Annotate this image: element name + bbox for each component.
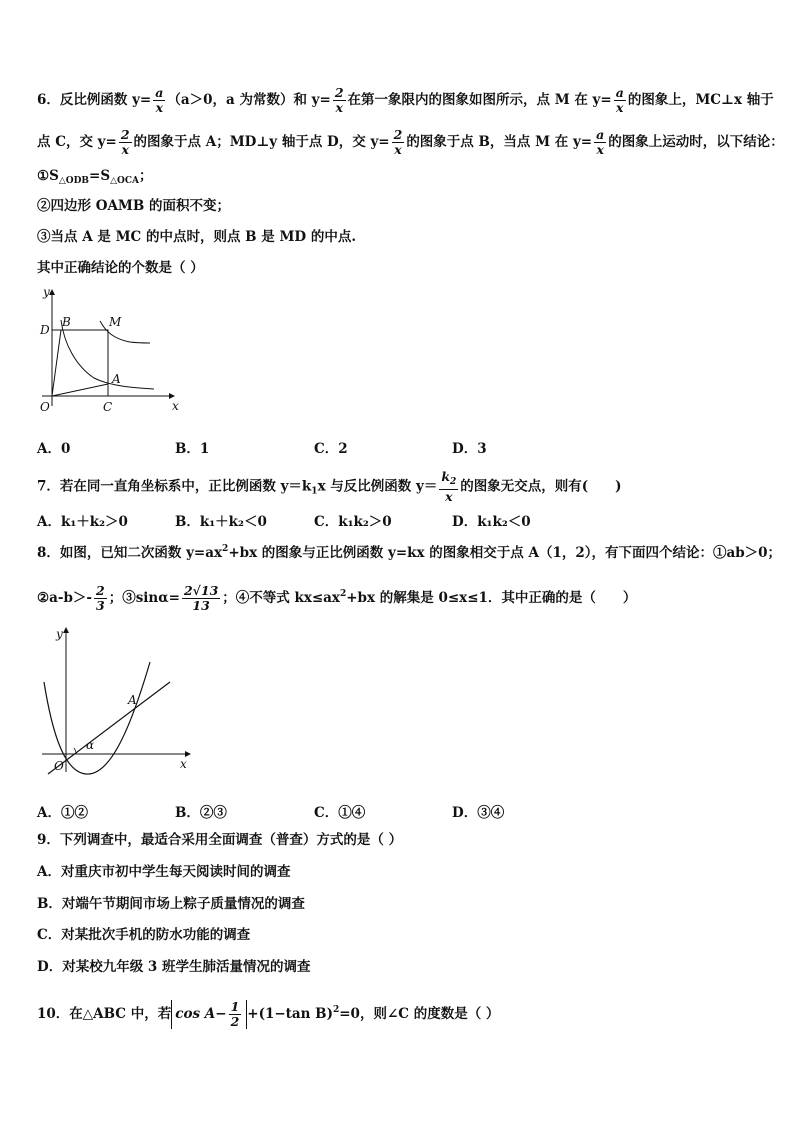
- fraction: $\frac{2}{x}$: [120, 127, 130, 157]
- q6-question: 其中正确结论的个数是（ ）: [37, 260, 204, 276]
- label-a: A: [128, 693, 137, 707]
- q7-option-a[interactable]: A．k₁＋k₂＞0: [37, 514, 128, 530]
- q9-option-b[interactable]: B．对端午节期间市场上粽子质量情况的调查: [37, 896, 305, 912]
- q6-option-b[interactable]: B．1: [175, 441, 210, 457]
- q8-line1: 8．如图，已知二次函数 $y=ax^2+bx$ 的图象与正比例函数 y=kx 的图象相交于点 A（1，2），有下面四个结论：①ab＞0；: [37, 544, 782, 561]
- label-x: x: [180, 757, 187, 771]
- q9-stem: 9．下列调查中，最适合采用全面调查（普查）方式的是（ ）: [37, 832, 403, 848]
- q9-option-c[interactable]: C．对某批次手机的防水功能的调查: [37, 927, 251, 943]
- label-o: O: [40, 400, 50, 414]
- fraction: $\frac{2√13}{13}$: [183, 583, 219, 613]
- q8-option-a[interactable]: A．①②: [37, 805, 88, 821]
- q9-option-d[interactable]: D．对某校九年级 3 班学生肺活量情况的调查: [37, 959, 311, 975]
- label-x: x: [172, 399, 179, 413]
- q6-option-d[interactable]: D．3: [452, 441, 487, 457]
- segment-oa: [52, 384, 108, 396]
- q6-text: （a＞0，a 为常数）和 y=: [167, 92, 331, 108]
- fraction: $\frac{k_2}{x}$: [441, 469, 457, 504]
- q7-option-b[interactable]: B．k₁＋k₂＜0: [175, 514, 267, 530]
- q8-option-b[interactable]: B．②③: [175, 805, 227, 821]
- q6-text: 点 C，交 y=: [37, 134, 117, 150]
- label-c: C: [103, 400, 113, 414]
- q6-text: 6．反比例函数 y=: [37, 92, 152, 108]
- q6-option-c[interactable]: C．2: [314, 441, 348, 457]
- q6-line1: [37, 86, 774, 115]
- q6-conclusion-2: ②四边形 OAMB 的面积不变；: [37, 198, 230, 214]
- label-b: B: [62, 315, 71, 329]
- q6-text: 的图象上运动时，以下结论：: [608, 134, 784, 150]
- parabola: [44, 662, 150, 774]
- q10-stem: 10．在△ABC 中，若 cos A− $\frac{1}{2}$ +(1−tan B)$^2$=0，则∠C 的度数是（ ）: [37, 999, 500, 1029]
- q8-option-c[interactable]: C．①④: [314, 805, 366, 821]
- fraction: $\frac{1}{2}$: [230, 999, 240, 1029]
- q7-option-d[interactable]: D．k₁k₂＜0: [452, 514, 531, 530]
- fraction: $\frac{a}{x}$: [615, 85, 624, 115]
- q7-option-c[interactable]: C．k₁k₂＞0: [314, 514, 392, 530]
- label-y: y: [56, 627, 63, 641]
- q9-option-a[interactable]: A．对重庆市初中学生每天阅读时间的调查: [37, 864, 291, 880]
- q6-text: 的图象于点 B，当点 M 在 y=: [406, 134, 593, 150]
- fraction: $\frac{a}{x}$: [596, 127, 605, 157]
- q8-line2: ②a-b＞- $\frac{2}{3}$ ；③sinα= $\frac{2√13}{13}$ ；④不等式 $kx\le ax^2+bx$ 的解集是 0≤x≤1．其中正确的是（ ）: [37, 583, 637, 613]
- q6-conclusion-1: $①S_{\triangle ODB}=S_{\triangle OCA}$；: [37, 168, 153, 186]
- label-alpha: α: [86, 738, 95, 752]
- segment-ob: [52, 330, 61, 396]
- label-y: y: [43, 285, 50, 299]
- fraction: $\frac{a}{x}$: [155, 85, 164, 115]
- label-d: D: [40, 323, 50, 337]
- label-m: M: [109, 315, 122, 329]
- q6-conclusion-3: ③当点 A 是 MC 的中点时，则点 B 是 MD 的中点.: [37, 229, 357, 245]
- q6-text: 的图象于点 A；MD⊥y 轴于点 D，交 y=: [133, 134, 390, 150]
- fraction: $\frac{2}{x}$: [393, 127, 403, 157]
- q6-text: 的图象上，MC⊥x 轴于: [627, 92, 774, 108]
- q6-figure: [34, 284, 184, 416]
- label-a: A: [112, 372, 121, 386]
- fraction: $\frac{2}{x}$: [334, 85, 344, 115]
- fraction: $\frac{2}{3}$: [96, 583, 105, 613]
- q6-option-a[interactable]: A．0: [37, 441, 71, 457]
- absolute-value: cos A− $\frac{1}{2}$: [171, 1000, 247, 1029]
- q8-figure: [36, 622, 196, 778]
- q8-option-d[interactable]: D．③④: [452, 805, 505, 821]
- q6-text: 在第一象限内的图象如图所示，点 M 在 y=: [347, 92, 612, 108]
- q7-stem: 7．若在同一直角坐标系中，正比例函数 $y=k_1x$ 与反比例函数 y＝ $\frac{k_2}{x}$ 的图象无交点，则有( ): [37, 469, 622, 504]
- label-o: O: [54, 759, 64, 773]
- q6-line2: [37, 128, 784, 157]
